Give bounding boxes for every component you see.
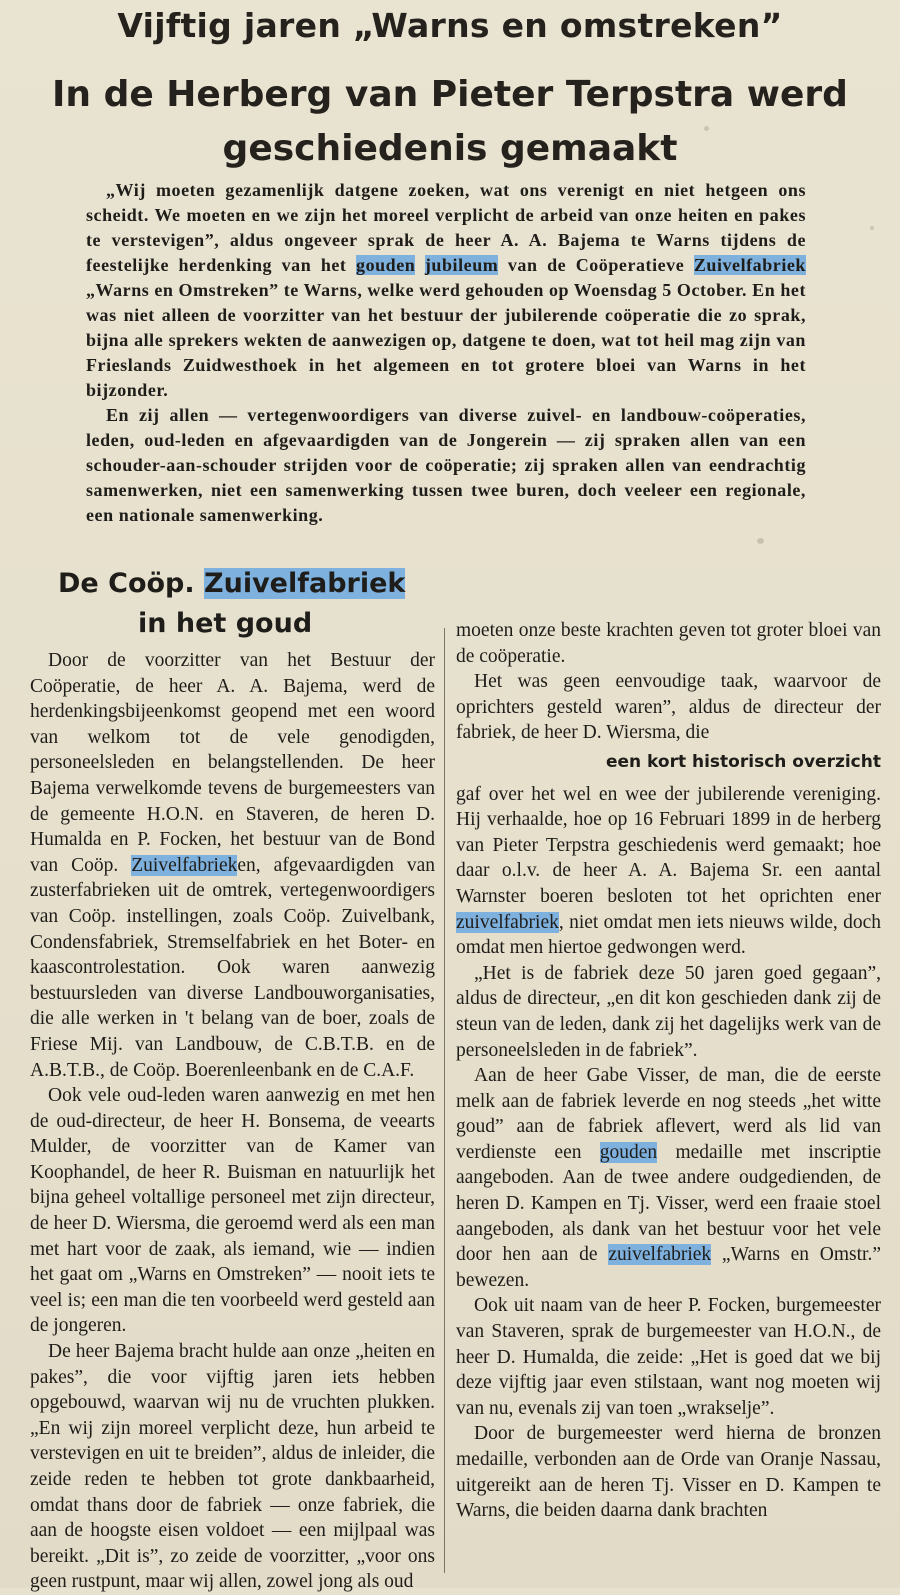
left-column [30, 648, 435, 1595]
column-rule [444, 628, 445, 1573]
body-paragraph: De heer Bajema bracht hulde aan onze „heiten en pakes”, die voor vijftig jaren iets hebben opgebouwd, waarvan wij nu de vruchten plukken. „En wij zijn moreel verplicht deze, hun arbeid te verstevigen en uit te breiden”, aldus de inleider, die zeide reden te hebben tot grote dankbaarheid, omdat thans door de fabriek — onze fabriek, die aan de hoogste eisen voldoet — een mijlpaal was bereikt. „Dit is”, zo zeide de voorzitter, „voor ons geen rustpunt, maar wij allen, zowel jong als oud [30, 1341, 435, 1593]
right-column [456, 618, 881, 1524]
search-highlight: zuivelfabriek [608, 1244, 712, 1266]
search-highlight: zuivelfabriek [456, 911, 559, 933]
headline-line-2: geschiedenis gemaakt [222, 128, 678, 169]
body-paragraph: moeten onze beste krachten geven tot groter bloei van de coöperatie. [456, 620, 881, 667]
search-highlight: jubileum [424, 255, 499, 275]
intro-paragraph: „Wij moeten gezamenlijk datgene zoeken, wat ons verenigt en niet hetgeen ons scheidt. We moeten en we zijn het moreel verplicht de arbeid van onze heiten en pakes te verstevigen”, aldus ongeveer sprak de heer A. A. Bajema te Warns tijdens de feestelijke herdenking van het gouden jubileum van de Coöperatieve Zuivelfabriek „Warns en Omstreken” te Warns, welke werd gehouden op Woensdag 5 October. En het was niet alleen de voorzitter van het bestuur der jubilerende coöperatie die zo sprak, bijna alle sprekers wekten de aanwezigen op, datgene te doen, wat tot heil mag zijn van Frieslands Zuidwesthoek in het algemeen en tot grotere bloei van Warns in het bijzonder. [86, 180, 806, 400]
intro-paragraphs [86, 178, 806, 528]
headline [0, 68, 900, 176]
body-paragraph: gaf over het wel en wee der jubilerende vereniging. Hij verhaalde, hoe op 16 Februari 1899 in de herberg van Pieter Terpstra geschiedenis werd gemaakt; hoe daar o.l.v. de heer A. A. Bajema Sr. een aantal Warnster boeren besloten tot het oprichten ener zuivelfabriek, niet omdat men iets nieuws wilde, doch omdat men hiertoe gedwongen werd. [456, 783, 881, 959]
body-paragraph: Aan de heer Gabe Visser, de man, die de eerste melk aan de fabriek leverde en nog steeds „het witte goud” aan de fabriek aflevert, werd als lid van verdienste een gouden medaille met inscriptie aangeboden. Aan de twee andere oudgedienden, de heren D. Kampen en Tj. Visser, werd een fraaie stoel aangeboden, als dank van het bestuur voor het vele door hen aan de zuivelfabriek „Warns en Omstr.” bewezen. [456, 1065, 881, 1291]
body-paragraph: Ook uit naam van de heer P. Focken, burgemeester van Staveren, sprak de burgemeester van H.O.N., de heer D. Humalda, die zeide: „Het is goed dat we bij deze vijftig jaar even stilstaan, want nog moeten wij van nu, evenals zij van toen „wrakselje”. [456, 1295, 881, 1419]
search-highlight: Zuivelfabriek [204, 568, 406, 599]
search-highlight: Zuivelfabriek [693, 255, 806, 275]
search-highlight: gouden [599, 1141, 658, 1163]
headline-line-1: In de Herberg van Pieter Terpstra werd [52, 74, 848, 115]
body-paragraph: Door de burgemeester werd hierna de bronzen medaille, verbonden aan de Orde van Oranje Nassau, uitgereikt aan de heren Tj. Visser en D. Kampen te Warns, die beiden daarna dank brachten [456, 1423, 881, 1522]
body-paragraph: Door de voorzitter van het Bestuur der Coöperatie, de heer A. A. Bajema, werd de herdenkingsbijeenkomst geopend met een woord van welkom tot de vele genodigden, personeelsleden en belangstellenden. De heer Bajema verwelkomde tevens de burgemeesters van de gemeente H.O.N. en Staveren, de heren D. Humalda en P. Focken, het bestuur van de Bond van Coöp. Zuivelfabrieken, afgevaardigden van zusterfabrieken uit de omtrek, vertegenwoordigers van Coöp. instellingen, zoals Coöp. Zuivelbank, Condensfabriek, Stremselfabriek en het Boter- en kaascontrolestation. Ook waren aanwezig bestuursleden van diverse Landbouworganisaties, die alle werken in 't belang van de boer, zoals de Friese Mij. van Landbouw, de C.B.T.B. en de A.B.T.B., de Coöp. Boerenleenbank en de C.A.F. [30, 650, 435, 1081]
subhead-line-2: in het goud [138, 608, 313, 639]
body-paragraph: Ook vele oud-leden waren aanwezig en met hen de oud-directeur, de heer H. Bonsema, de veearts Mulder, de voorzitter van de Kamer van Koophandel, de heer R. Buisman en natuurlijk het bijna geheel voltallige personeel met zijn directeur, de heer D. Wiersma, die geroemd werd als een man met hart voor de zaak, als iemand, wie — indien het gaat om „Warns en Omstreken” — nooit iets te veel is; een man die ten voorbeeld werd gesteld aan de jongeren. [30, 1085, 435, 1337]
search-highlight: Zuivelfabriek [131, 854, 238, 876]
body-paragraph: „Het is de fabriek deze 50 jaren goed gegaan”, aldus de directeur, „en dit kon geschieden dank zij de steun van de leden, dank zij het dagelijks werk van de personeelsleden in de fabriek”. [456, 962, 881, 1061]
paper-speck [757, 538, 764, 544]
subhead-line-1: De Coöp. Zuivelfabriek [58, 568, 406, 599]
paper-speck [870, 226, 874, 230]
kicker: Vijftig jaren „Warns en omstreken” [117, 6, 783, 45]
intermediate-heading: een kort historisch overzicht [605, 751, 881, 772]
intro-paragraph: En zij allen — vertegenwoordigers van diverse zuivel- en landbouw-coöperaties, leden, oud-leden en afgevaardigden van de Jongerein — zij spraken allen van een schouder-aan-schouder strijden voor de coöperatie; zij spraken allen van eendrachtig samenwerken, niet een samenwerking tussen twee buren, doch veeleer een regionale, een nationale samenwerking. [86, 405, 806, 525]
search-highlight: gouden [356, 255, 416, 275]
body-paragraph: Het was geen eenvoudige taak, waarvoor de oprichters gesteld waren”, aldus de directeur der fabriek, de heer D. Wiersma, die [456, 671, 881, 744]
